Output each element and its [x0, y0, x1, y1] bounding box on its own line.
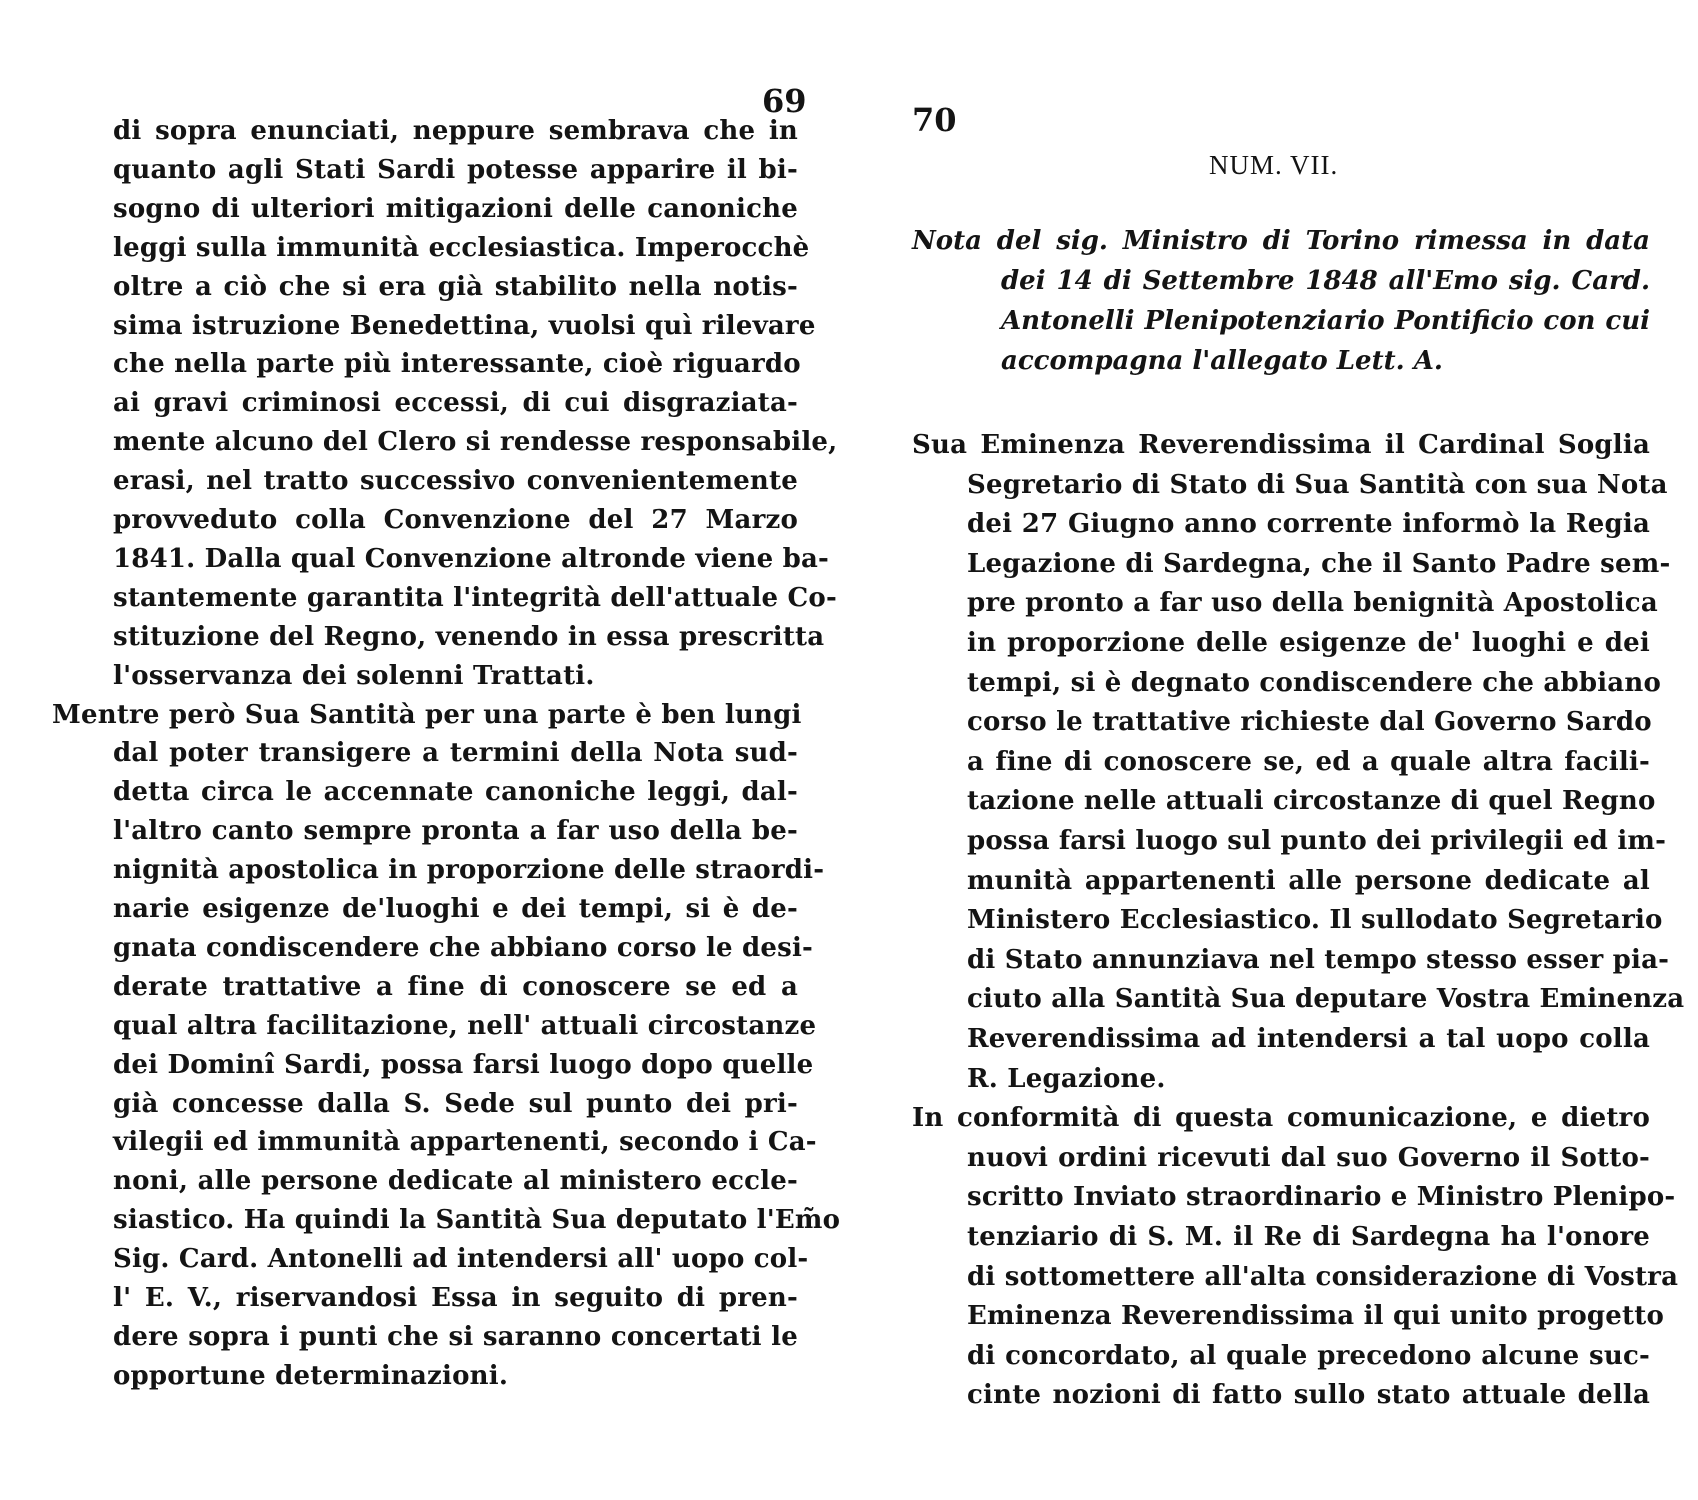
section-heading: NUM. VII.: [1209, 150, 1339, 180]
text-line: pre pronto a far uso della benignità Apostolica: [967, 588, 1658, 619]
text-line: munità appartenenti alle persone dedicate al: [967, 865, 1650, 896]
text-line: ciuto alla Santità Sua deputare Vostra Eminenza: [967, 984, 1685, 1015]
text-line: già concesse dalla S. Sede sul punto dei pri-: [113, 1088, 798, 1119]
text-line: di Stato annunziava nel tempo stesso esser pia-: [967, 944, 1670, 975]
text-line: dere sopra i punti che si saranno concertati le: [113, 1321, 798, 1352]
text-line: l'osservanza dei solenni Trattati.: [113, 660, 595, 691]
caption-line: accompagna l'allegato Lett. A.: [1001, 346, 1443, 376]
text-line: noni, alle persone dedicate al ministero eccle-: [113, 1166, 798, 1197]
text-line: quanto agli Stati Sardi potesse apparire il bi-: [113, 154, 798, 185]
text-line: sima istruzione Benedettina, vuolsi quì rilevare: [113, 310, 816, 341]
text-line: leggi sulla immunità ecclesiastica. Imperocchè: [113, 232, 810, 263]
text-line: Reverendissima ad intendersi a tal uopo colla: [967, 1024, 1650, 1054]
text-line: erasi, nel tratto successivo convenientemente: [113, 466, 798, 497]
text-line: detta circa le accennate canoniche leggi, dal-: [113, 777, 798, 808]
text-line: tenziario di S. M. il Re di Sardegna ha l'onore: [967, 1222, 1650, 1252]
text-line: tazione nelle attuali circostanze di quel Regno: [967, 786, 1656, 817]
text-line: derate trattative a fine di conoscere se ed a: [113, 971, 798, 1002]
text-line: opportune determinazioni.: [113, 1360, 509, 1391]
text-line: l'altro canto sempre pronta a far uso della be-: [113, 816, 798, 847]
text-line: qual altra facilitazione, nell' attuali circostanze: [113, 1010, 817, 1041]
text-line: Eminenza Reverendissima il qui unito progetto: [967, 1301, 1664, 1332]
text-line: In conformità di questa comunicazione, e dietro: [912, 1103, 1650, 1134]
text-line: di sopra enunciati, neppure sembrava che in: [113, 116, 798, 146]
text-line: dei Dominî Sardi, possa farsi luogo dopo quelle: [113, 1049, 814, 1080]
text-line: che nella parte più interessante, cioè riguardo: [113, 349, 801, 380]
text-line: tempi, si è degnato condiscendere che abbiano: [967, 667, 1662, 698]
text-line: Sua Eminenza Reverendissima il Cardinal Soglia: [912, 430, 1650, 460]
text-line: nignità apostolica in proporzione delle straordi-: [113, 855, 825, 886]
text-line: stituzione del Regno, venendo in essa prescritta: [113, 621, 825, 652]
text-line: mente alcuno del Clero si rendesse responsabile,: [113, 427, 838, 458]
page-number: 70: [912, 101, 957, 139]
text-line: narie esigenze de'luoghi e dei tempi, si è de-: [113, 894, 798, 924]
caption-line: Antonelli Plenipotenziario Pontificio con cui: [1001, 306, 1650, 336]
text-line: Sig. Card. Antonelli ad intendersi all' uopo col-: [113, 1244, 809, 1275]
page-number: 69: [762, 82, 807, 120]
text-line: vilegii ed immunità appartenenti, secondo i Ca-: [113, 1127, 817, 1158]
caption-line: dei 14 di Settembre 1848 all'Emo sig. Card.: [1001, 266, 1650, 296]
text-line: possa farsi luogo sul punto dei privilegii ed im-: [967, 826, 1667, 856]
text-line: Segretario di Stato di Sua Santità con sua Nota: [967, 469, 1668, 500]
text-line: cinte nozioni di fatto sullo stato attuale della: [967, 1380, 1650, 1411]
text-line: scritto Inviato straordinario e Ministro Plenipo-: [967, 1182, 1676, 1213]
text-line: Mentre però Sua Santità per una parte è ben lungi: [52, 699, 802, 730]
text-line: stantemente garantita l'integrità dell'attuale Co-: [113, 582, 837, 613]
text-line: gnata condiscendere che abbiano corso le desi-: [113, 932, 814, 963]
text-line: Ministero Ecclesiastico. Il sullodato Segretario: [967, 905, 1663, 936]
text-line: nuovi ordini ricevuti dal suo Governo il Sotto-: [967, 1142, 1650, 1173]
text-line: provveduto colla Convenzione del 27 Marzo: [113, 505, 798, 535]
text-line: in proporzione delle esigenze de' luoghi e dei: [967, 628, 1650, 658]
text-line: sogno di ulteriori mitigazioni delle canoniche: [113, 193, 798, 224]
text-line: R. Legazione.: [967, 1063, 1166, 1094]
text-line: oltre a ciò che si era già stabilito nella notis-: [113, 271, 798, 302]
text-line: 1841. Dalla qual Convenzione altronde viene ba-: [113, 543, 830, 574]
text-line: di sottomettere all'alta considerazione di Vostra: [967, 1261, 1679, 1292]
text-line: a fine di conoscere se, ed a quale altra facili-: [967, 746, 1650, 777]
caption-line: Nota del sig. Ministro di Torino rimessa in data: [912, 226, 1650, 256]
text-line: l' E. V., riservandosi Essa in seguito di pren-: [113, 1283, 798, 1313]
right-page: [849, 0, 1698, 1500]
text-line: siastico. Ha quindi la Santità Sua deputato l'Em̃o: [113, 1205, 841, 1236]
text-line: Legazione di Sardegna, che il Santo Padre sem-: [967, 548, 1671, 579]
text-line: corso le trattative richieste dal Governo Sardo: [967, 707, 1652, 738]
text-line: dal poter transigere a termini della Nota sud-: [113, 738, 798, 769]
text-line: di concordato, al quale precedono alcune suc-: [967, 1340, 1650, 1371]
text-line: ai gravi criminosi eccessi, di cui disgraziata-: [113, 388, 798, 419]
text-line: dei 27 Giugno anno corrente informò la Regia: [967, 509, 1650, 540]
